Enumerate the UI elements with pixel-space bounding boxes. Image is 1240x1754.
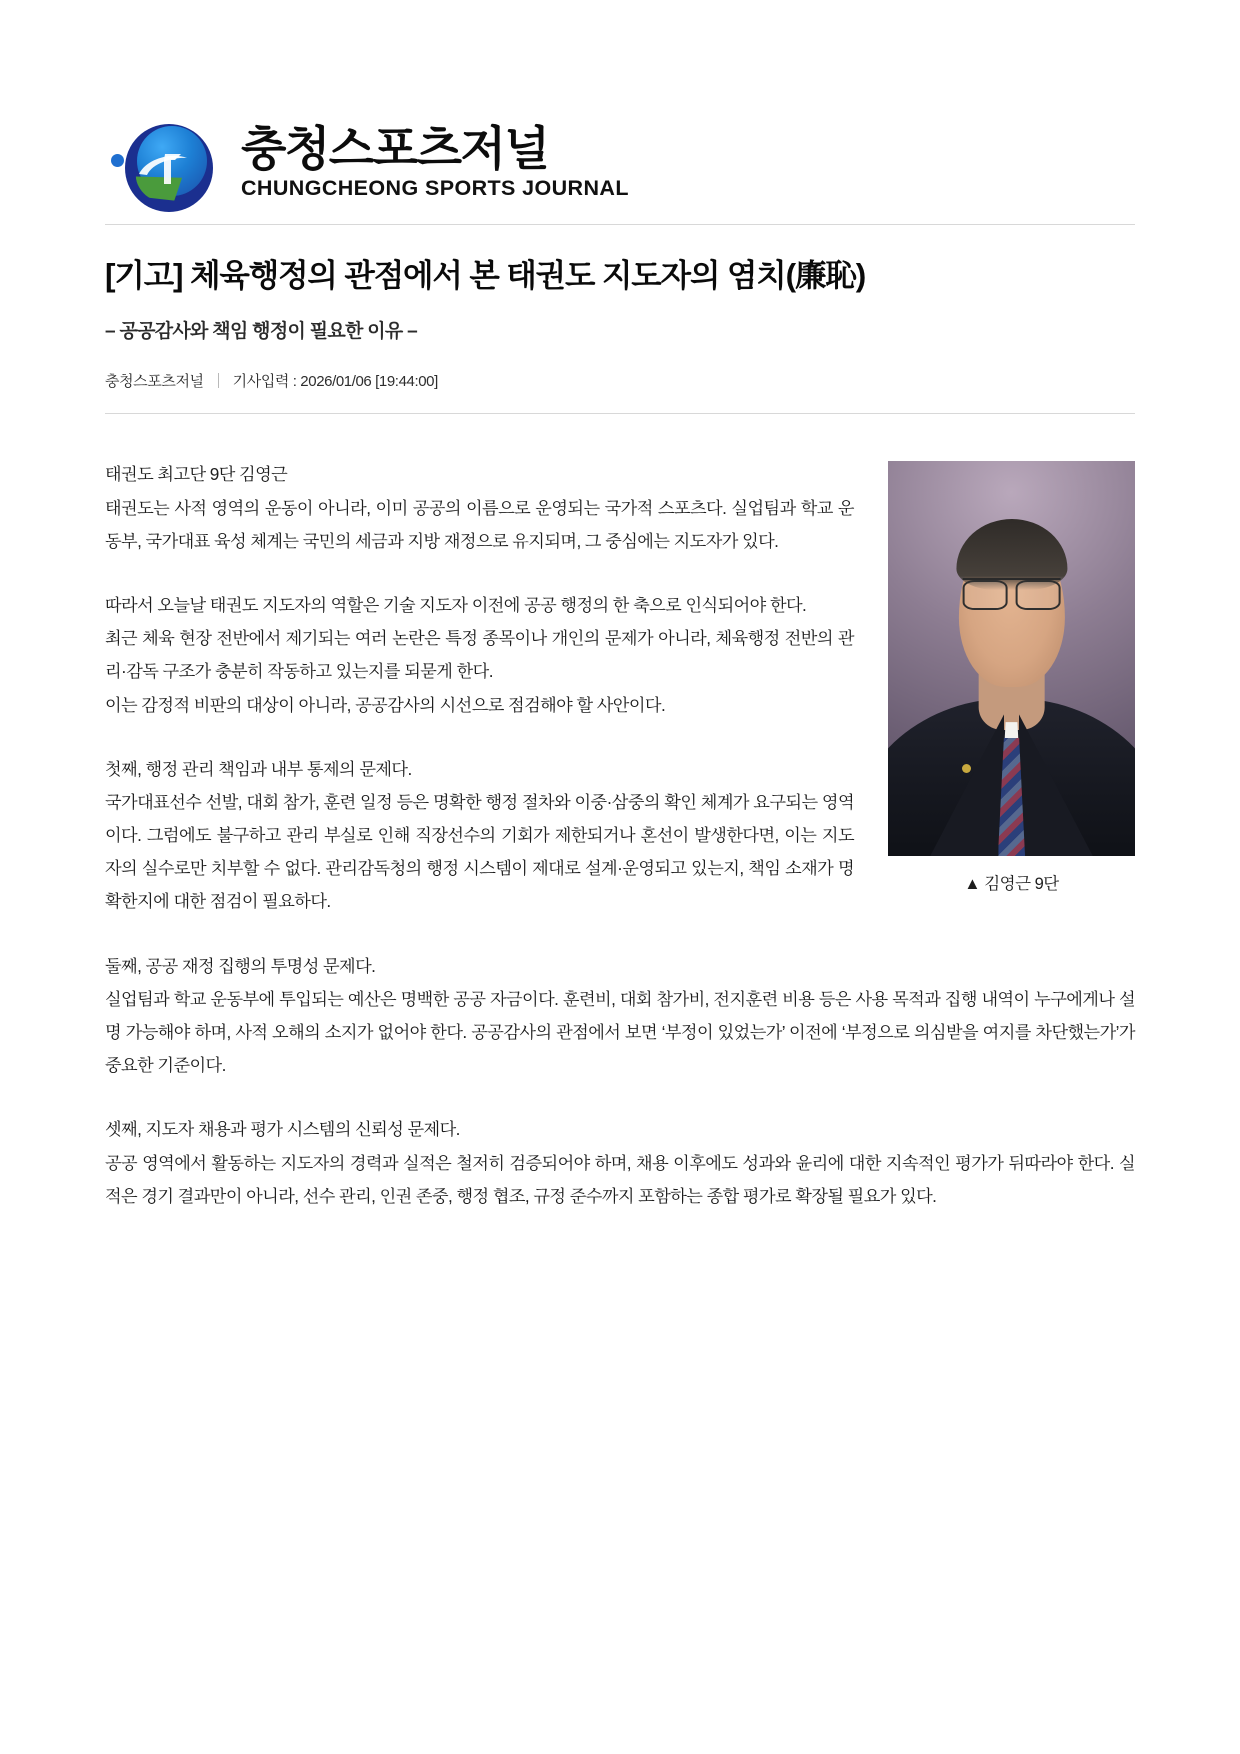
paragraph-spacer <box>105 1082 1135 1113</box>
publication-logo-icon[interactable] <box>105 118 223 210</box>
article-paragraph: 공공 영역에서 활동하는 지도자의 경력과 실적은 철저히 검증되어야 하며, 채용 이후에도 성과와 윤리에 대한 지속적인 평가가 뒤따라야 한다. 실적은 경기 결과만이 아니라, 선수 관리, 인권 존중, 행정 협조, 규정 준수까지 포함하는 종합 평가로 확장될 필요가 있다. <box>105 1152 1135 1206</box>
publication-name-en: CHUNGCHEONG SPORTS JOURNAL <box>241 176 629 201</box>
byline-divider <box>218 373 219 388</box>
article-paragraph: 실업팀과 학교 운동부에 투입되는 예산은 명백한 공공 자금이다. 훈련비, 대회 참가비, 전지훈련 비용 등은 사용 목적과 집행 내역이 누구에게나 설명 가능해야 하며, 사적 오해의 소지가 없어야 한다. 공공감사의 관점에서 보면 ‘부정이 있었는가’ 이전에 ‘부정으로 의심받을 여지를 차단했는가’가 중요한 기준이다. <box>105 988 1135 1076</box>
paragraph-spacer <box>105 919 1135 950</box>
article-byline <box>105 370 1135 391</box>
byline-source: 충청스포츠저널 <box>105 373 204 391</box>
article-paragraph: 태권도는 사적 영역의 운동이 아니라, 이미 공공의 이름으로 운영되는 국가적 스포츠다. 실업팀과 학교 운동부, 국가대표 육성 체계는 국민의 세금과 지방 재정으로 유지되며, 그 중심에는 지도자가 있다. <box>105 497 854 551</box>
logo-swoosh-icon <box>135 148 197 190</box>
article-headline: [기고] 체육행정의 관점에서 본 태권도 지도자의 염치(廉恥) <box>105 257 866 293</box>
masthead-divider <box>105 224 1135 225</box>
portrait-photo <box>888 461 1135 856</box>
article-paragraph: 둘째, 공공 재정 집행의 투명성 문제다. <box>105 955 376 976</box>
figure-caption: ▲ 김영근 9단 <box>964 875 1059 894</box>
byline-timestamp: 기사입력 : 2026/01/06 [19:44:00] <box>232 373 438 391</box>
article-paragraph: 태권도 최고단 9단 김영근 <box>105 464 288 485</box>
article-paragraph: 국가대표선수 선발, 대회 참가, 훈련 일정 등은 명확한 행정 절차와 이중·삼중의 확인 체계가 요구되는 영역이다. 그럼에도 불구하고 관리 부실로 인해 직장선수의 기회가 제한되거나 혼선이 발생한다면, 이는 지도자의 실수로만 치부할 수 없다. 관리감독청의 행정 시스템이 제대로 설계·운영되고 있는지, 책임 소재가 명확한지에 대한 점검이 필요하다. <box>105 791 854 912</box>
article-paragraph: 따라서 오늘날 태권도 지도자의 역할은 기술 지도자 이전에 공공 행정의 한 축으로 인식되어야 한다. <box>105 594 807 615</box>
article-body <box>105 458 1135 1213</box>
publication-wordmark <box>241 121 629 204</box>
article-paragraph: 셋째, 지도자 채용과 평가 시스템의 신뢰성 문제다. <box>105 1119 460 1140</box>
article-subheadline: – 공공감사와 책임 행정이 필요한 이유 – <box>105 321 418 343</box>
logo-dot-icon <box>111 154 124 167</box>
site-masthead <box>105 0 1135 210</box>
article-figure <box>888 461 1135 901</box>
article-paragraph: 첫째, 행정 관리 책임과 내부 통제의 문제다. <box>105 758 412 779</box>
publication-name-ko: 충청스포츠저널 <box>241 121 549 175</box>
article-paragraph: 최근 체육 현장 전반에서 제기되는 여러 논란은 특정 종목이나 개인의 문제가 아니라, 체육행정 전반의 관리·감독 구조가 충분히 작동하고 있는지를 되묻게 한다. <box>105 628 854 682</box>
byline-divider-rule <box>105 413 1135 414</box>
photo-glasses-icon <box>962 578 1061 606</box>
article-paragraph: 이는 감정적 비판의 대상이 아니라, 공공감사의 시선으로 점검해야 할 사안이다. <box>105 694 666 715</box>
